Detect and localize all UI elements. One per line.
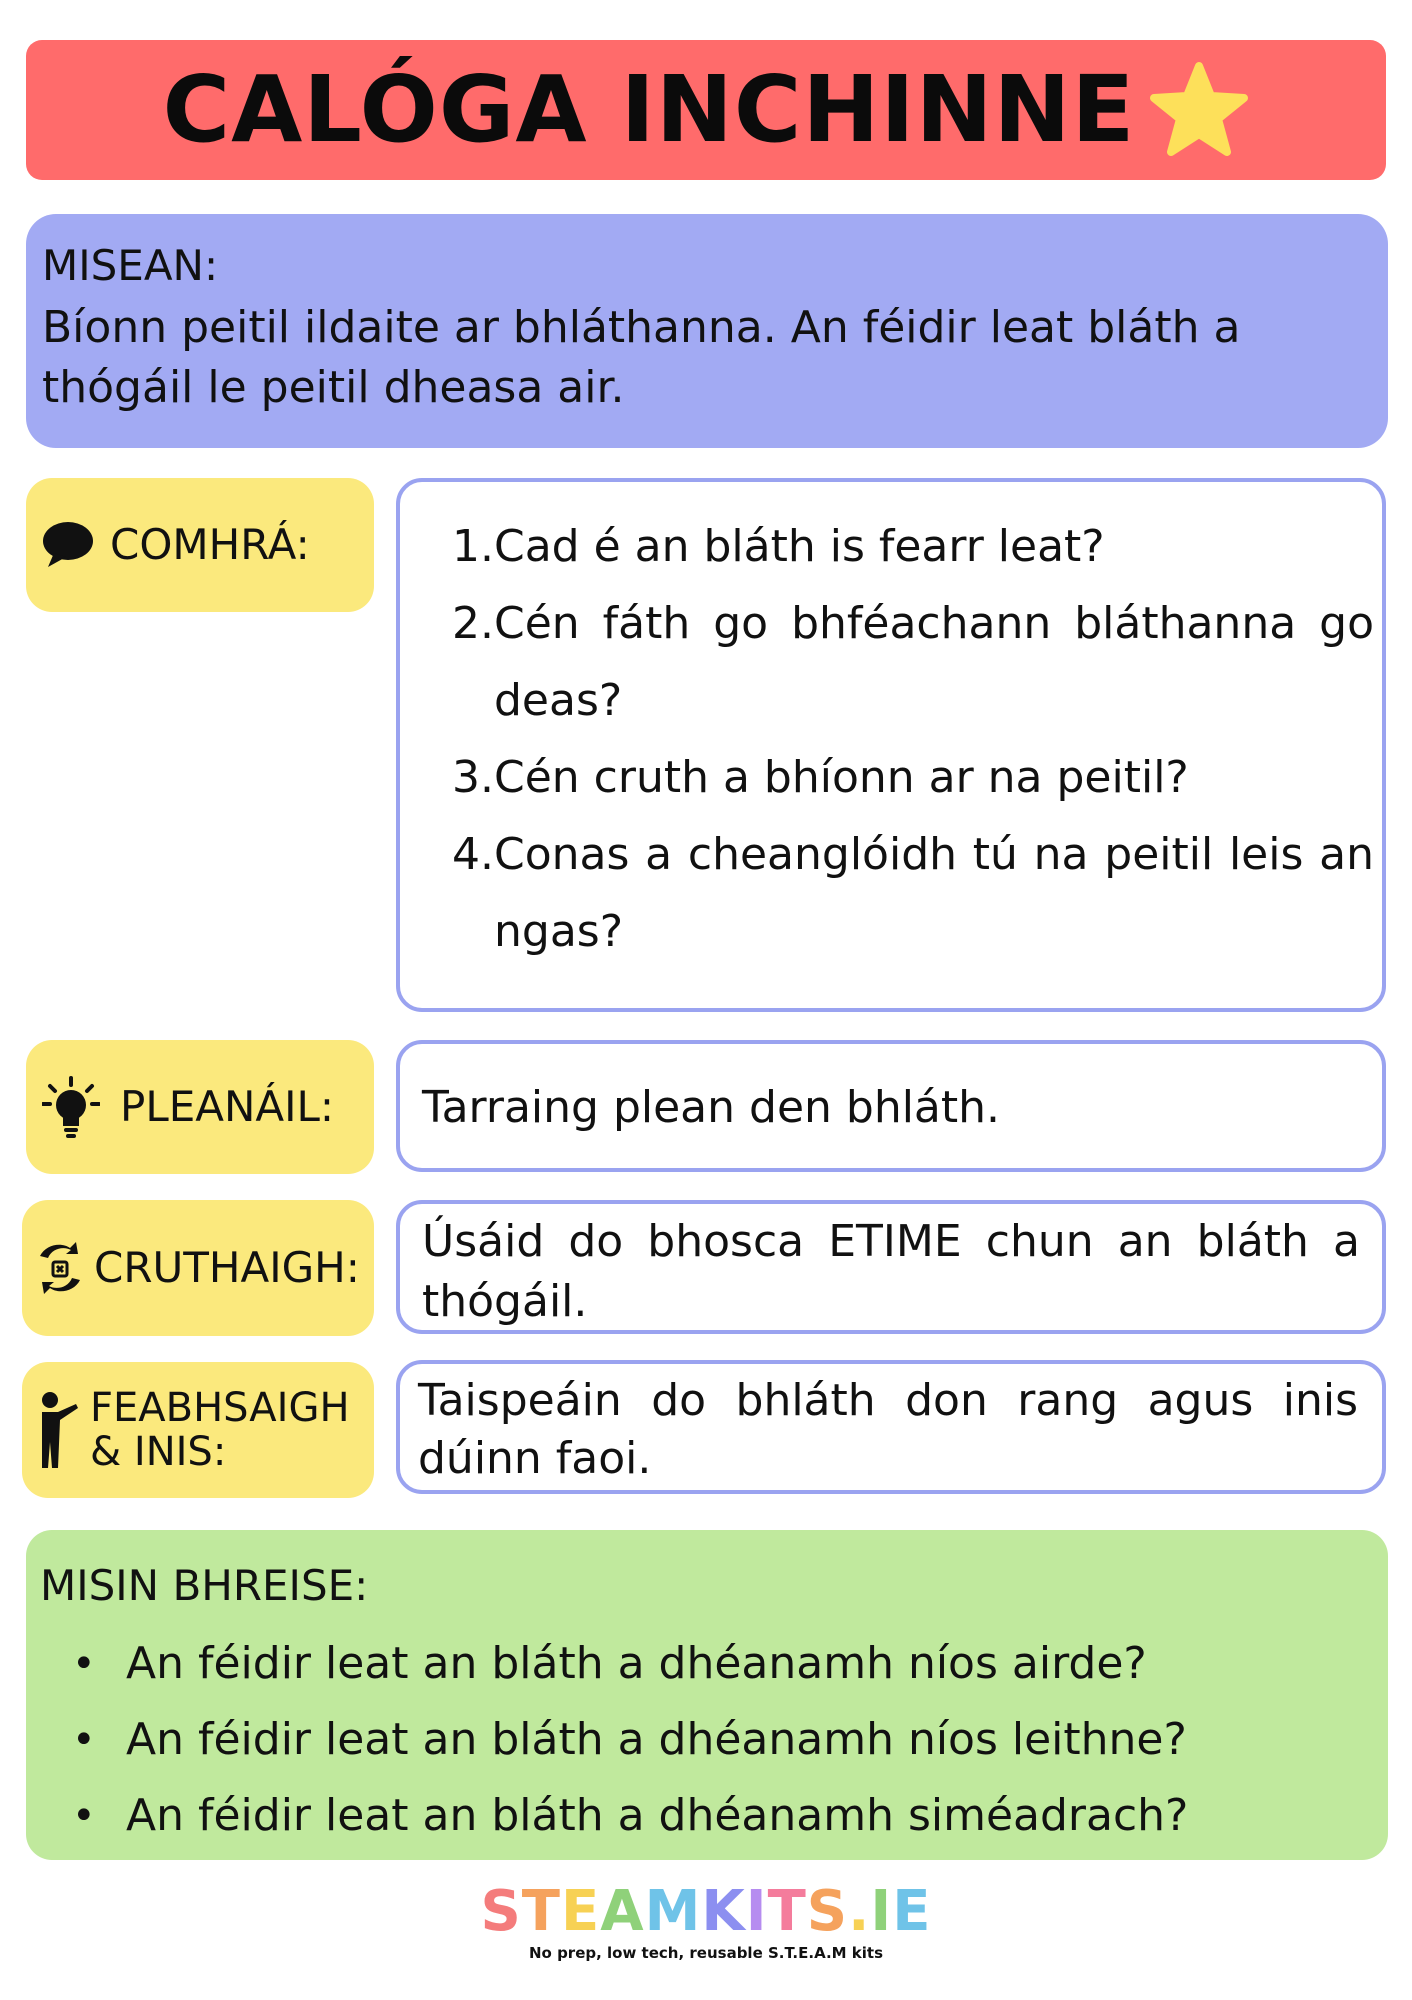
footer [0, 1879, 1412, 1962]
talk-label: COMHRÁ: [110, 520, 310, 569]
mission-heading: MISEAN: [42, 241, 219, 290]
brand-letter: I [745, 1879, 768, 1944]
hands-building-icon [36, 1238, 84, 1298]
talk-label-card [26, 478, 374, 612]
improve-label-line2: & INIS: [90, 1429, 227, 1475]
question-text: Cad é an bláth is fearr leat? [494, 521, 1105, 572]
brand-letter: A [600, 1879, 645, 1944]
question-list [436, 508, 1374, 970]
list-item [436, 816, 1374, 970]
extra-item-text: An féidir leat an bláth a dhéanamh níos airde? [126, 1638, 1147, 1689]
title-banner [26, 40, 1386, 180]
brand-letter: K [701, 1879, 746, 1944]
bullet-icon: • [72, 1717, 96, 1763]
brand-letter: I [870, 1879, 893, 1944]
improve-label [90, 1386, 350, 1474]
brand-logo [0, 1879, 1412, 1944]
bullet-icon: • [72, 1793, 96, 1839]
question-number: 3. [452, 752, 494, 803]
question-number: 1. [452, 521, 494, 572]
list-item [40, 1626, 1368, 1702]
build-label: CRUTHAIGH: [94, 1243, 360, 1292]
question-number: 2. [452, 598, 494, 649]
improve-label-line1: FEABHSAIGH [90, 1385, 350, 1431]
plan-text: Tarraing plean den bhláth. [422, 1082, 1001, 1133]
brand-letter: E [561, 1879, 601, 1944]
bullet-icon: • [72, 1641, 96, 1687]
brand-tagline: No prep, low tech, reusable S.T.E.A.M kits [528, 1944, 884, 1962]
question-number: 4. [452, 829, 494, 880]
brand-letter: . [848, 1879, 871, 1944]
page-title: CALÓGA INCHINNE [162, 56, 1136, 163]
question-text: Conas a cheanglóidh tú na peitil leis an ngas? [494, 829, 1374, 957]
build-panel [396, 1200, 1386, 1334]
extra-item-text: An féidir leat an bláth a dhéanamh níos leithne? [126, 1714, 1187, 1765]
extra-item-text: An féidir leat an bláth a dhéanamh siméadrach? [126, 1790, 1189, 1841]
build-text: Úsáid do bhosca ETIME chun an bláth a thógáil. [422, 1216, 1360, 1327]
presenter-icon [36, 1390, 80, 1470]
improve-text: Taispeáin do bhláth don rang agus inis dúinn faoi. [418, 1375, 1358, 1484]
list-item [436, 739, 1374, 816]
improve-label-card [22, 1362, 374, 1498]
lightbulb-icon [42, 1076, 100, 1138]
brand-letter: T [767, 1879, 807, 1944]
question-text: Cén fáth go bhféachann bláthanna go deas? [494, 598, 1374, 726]
mission-card [26, 214, 1388, 448]
list-item [436, 585, 1374, 739]
build-label-card [22, 1200, 374, 1336]
plan-label: PLEANÁIL: [120, 1082, 335, 1131]
talk-questions-panel [396, 478, 1386, 1012]
speech-bubble-icon [40, 519, 96, 571]
extra-list [40, 1626, 1368, 1854]
brand-letter: S [806, 1879, 849, 1944]
brand-letter: M [644, 1879, 702, 1944]
extra-missions-card [26, 1530, 1388, 1860]
list-item [40, 1702, 1368, 1778]
list-item [436, 508, 1374, 585]
mission-text: Bíonn peitil ildaite ar bhláthanna. An féidir leat bláth a thógáil le peitil dheasa air. [42, 302, 1241, 413]
question-text: Cén cruth a bhíonn ar na peitil? [494, 752, 1189, 803]
star-icon [1149, 60, 1249, 160]
list-item [40, 1778, 1368, 1854]
plan-label-card [26, 1040, 374, 1174]
improve-panel [396, 1360, 1386, 1494]
extra-heading: MISIN BHREISE: [40, 1561, 369, 1610]
brand-letter: E [892, 1879, 932, 1944]
brand-letter: S [480, 1879, 522, 1944]
brand-letter: T [521, 1879, 561, 1944]
plan-panel [396, 1040, 1386, 1172]
